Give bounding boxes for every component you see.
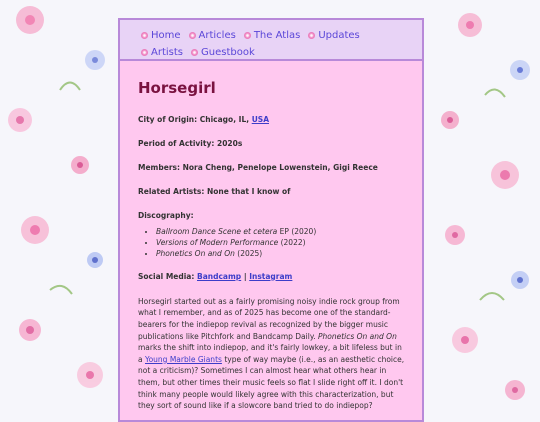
nav-bar <box>120 20 422 61</box>
related-value: None that I know of <box>206 187 291 196</box>
members-value: Nora Cheng, Penelope Lowenstein, Gigi Reece <box>182 163 378 172</box>
period-field <box>138 139 422 148</box>
origin-value: Chicago, IL, <box>199 115 250 124</box>
social-separator: | <box>243 271 247 281</box>
album-title: Phonetics On and On <box>156 248 235 258</box>
period-value: 2020s <box>216 139 243 148</box>
origin-field <box>138 115 422 124</box>
instagram-link[interactable]: Instagram <box>249 271 293 281</box>
social-field <box>138 272 422 281</box>
nav-link-atlas[interactable]: The Atlas <box>253 30 301 41</box>
period-label: Period of Activity: <box>138 139 215 148</box>
related-label: Related Artists: <box>138 187 205 196</box>
nav-item-guestbook[interactable] <box>191 47 255 58</box>
page-title: Horsegirl <box>138 79 216 97</box>
nav-item-artists[interactable] <box>141 47 183 58</box>
nav-link-home[interactable]: Home <box>151 30 181 41</box>
article-content <box>120 61 422 412</box>
nav-item-articles[interactable] <box>189 30 236 41</box>
bandcamp-link[interactable]: Bandcamp <box>197 271 242 281</box>
nav-link-articles[interactable]: Articles <box>198 30 236 41</box>
social-label: Social Media: <box>138 271 195 281</box>
members-field <box>138 163 422 172</box>
discography-list <box>138 227 422 260</box>
nav-link-guestbook[interactable]: Guestbook <box>201 47 255 58</box>
flower-bullet-icon <box>141 32 148 39</box>
flower-bullet-icon <box>308 32 315 39</box>
paragraph-text: Horsegirl started out as a fairly promising noisy indie rock group from what I remember, and as of 2025 has become one of the standard-bearers for the indiepop revival as recognized by the bigger music publications like Pitchfork and Bandcamp Daily. <box>138 296 400 341</box>
flower-bullet-icon <box>141 49 148 56</box>
flower-bullet-icon <box>244 32 251 39</box>
paragraph-text: marks the shift into indiepop, and it's fairly lowkey, a bit lifeless but in a <box>138 343 402 364</box>
album-title: Versions of Modern Performance <box>156 237 279 247</box>
list-item <box>156 249 422 260</box>
discography-label: Discography: <box>138 211 194 220</box>
nav-item-home[interactable] <box>141 30 181 41</box>
album-suffix: EP (2020) <box>279 227 317 236</box>
members-label: Members: <box>138 163 180 172</box>
related-field <box>138 187 422 196</box>
flower-bullet-icon <box>189 32 196 39</box>
album-title: Ballroom Dance Scene et cetera <box>156 227 278 236</box>
paragraph-text: type of way maybe (i.e., as an aesthetic choice, not a criticism)? Sometimes I can almost hear what others hear in them, but other times their music feels so flat I slide right off it. I don't think many people would likely agree with this characterization, but they sort of sound like if a slowcore band tried to do indiepop? <box>138 354 405 411</box>
origin-link[interactable]: USA <box>251 115 269 124</box>
young-marble-giants-link[interactable]: Young Marble Giants <box>145 354 222 364</box>
origin-label: City of Origin: <box>138 115 198 124</box>
nav-link-artists[interactable]: Artists <box>151 47 183 58</box>
album-suffix: (2025) <box>237 248 263 258</box>
list-item <box>156 238 422 249</box>
list-item <box>156 227 422 238</box>
main-panel <box>118 18 424 422</box>
nav-item-atlas[interactable] <box>244 30 300 41</box>
album-suffix: (2022) <box>280 237 306 247</box>
nav-row-2 <box>141 44 422 61</box>
nav-row-1 <box>141 27 422 44</box>
album-reference: Phonetics On and On <box>317 331 397 341</box>
article-paragraph <box>138 296 408 412</box>
nav-link-updates[interactable]: Updates <box>318 30 360 41</box>
nav-item-updates[interactable] <box>308 30 359 41</box>
flower-bullet-icon <box>191 49 198 56</box>
